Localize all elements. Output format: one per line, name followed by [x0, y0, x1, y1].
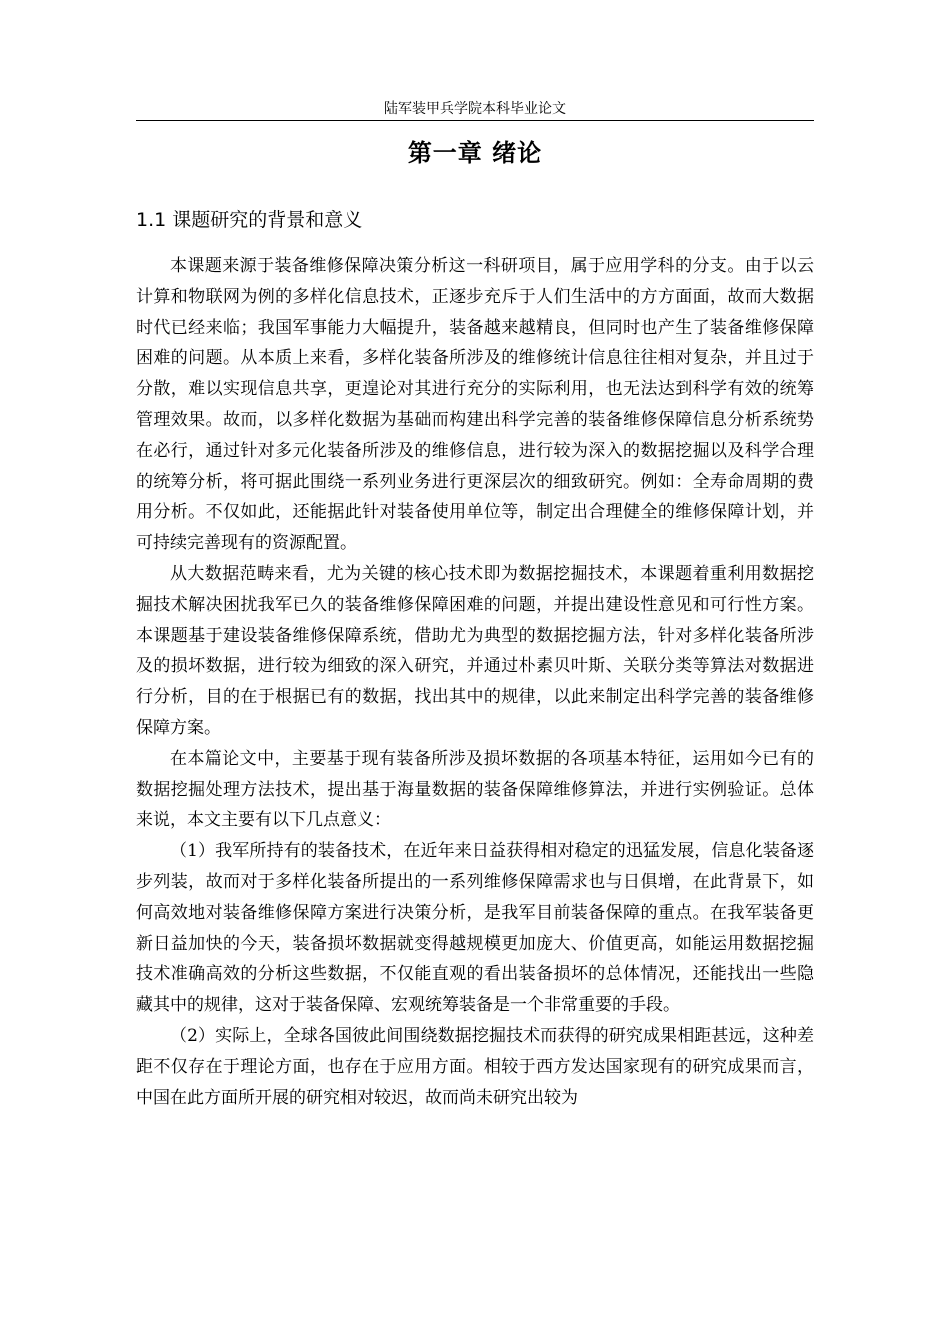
paragraph: （1）我军所持有的装备技术，在近年来日益获得相对稳定的迅猛发展，信息化装备逐步列装，故而对于多样化装备所提出的一系列维修保障需求也与日俱增，在此背景下，如何高效地对装备维修保障方案进行决策分析，是我军目前装备保障的重点。在我军装备更新日益加快的今天，装备损坏数据就变得越规模更加庞大、价值更高，如能运用数据挖掘技术准确高效的分析这些数据，不仅能直观的看出装备损坏的总体情况，还能找出一些隐藏其中的规律，这对于装备保障、宏观统筹装备是一个非常重要的手段。 [136, 841, 814, 1016]
running-header: 陆军装甲兵学院本科毕业论文 [384, 101, 566, 117]
paragraph: 从大数据范畴来看，尤为关键的核心技术即为数据挖掘技术，本课题着重利用数据挖掘技术解决困扰我军已久的装备维修保障困难的问题，并提出建设性意见和可行性方案。本课题基于建设装备维修保障系统，借助尤为典型的数据挖掘方法，针对多样化装备所涉及的损坏数据，进行较为细致的深入研究，并通过朴素贝叶斯、关联分类等算法对数据进行分析，目的在于根据已有的数据，找出其中的规律，以此来制定出科学完善的装备维修保障方案。 [136, 563, 814, 738]
header-divider [136, 120, 814, 121]
body-text [136, 251, 814, 1113]
section-title: 1.1 课题研究的背景和意义 [136, 209, 363, 231]
paragraph: 本课题来源于装备维修保障决策分析这一科研项目，属于应用学科的分支。由于以云计算和物联网为例的多样化信息技术，正逐步充斥于人们生活中的方方面面，故而大数据时代已经来临；我国军事能力大幅提升，装备越来越精良，但同时也产生了装备维修保障困难的问题。从本质上来看，多样化装备所涉及的维修统计信息往往相对复杂，并且过于分散，难以实现信息共享，更遑论对其进行充分的实际利用，也无法达到科学有效的统筹管理效果。故而，以多样化数据为基础而构建出科学完善的装备维修保障信息分析系统势在必行，通过针对多元化装备所涉及的维修信息，进行较为深入的数据挖掘以及科学合理的统筹分析，将可据此围绕一系列业务进行更深层次的细致研究。例如：全寿命周期的费用分析。不仅如此，还能据此针对装备使用单位等，制定出合理健全的维修保障计划，并可持续完善现有的资源配置。 [136, 256, 814, 554]
paragraph: （2）实际上，全球各国彼此间围绕数据挖掘技术而获得的研究成果相距甚远，这种差距不仅存在于理论方面，也存在于应用方面。相较于西方发达国家现有的研究成果而言，中国在此方面所开展的研究相对较迟，故而尚未研究出较为 [136, 1025, 814, 1108]
chapter-title: 第一章 绪论 [407, 139, 543, 167]
paragraph: 在本篇论文中，主要基于现有装备所涉及损坏数据的各项基本特征，运用如今已有的数据挖掘处理方法技术，提出基于海量数据的装备保障维修算法，并进行实例验证。总体来说，本文主要有以下几点意义： [136, 748, 814, 831]
